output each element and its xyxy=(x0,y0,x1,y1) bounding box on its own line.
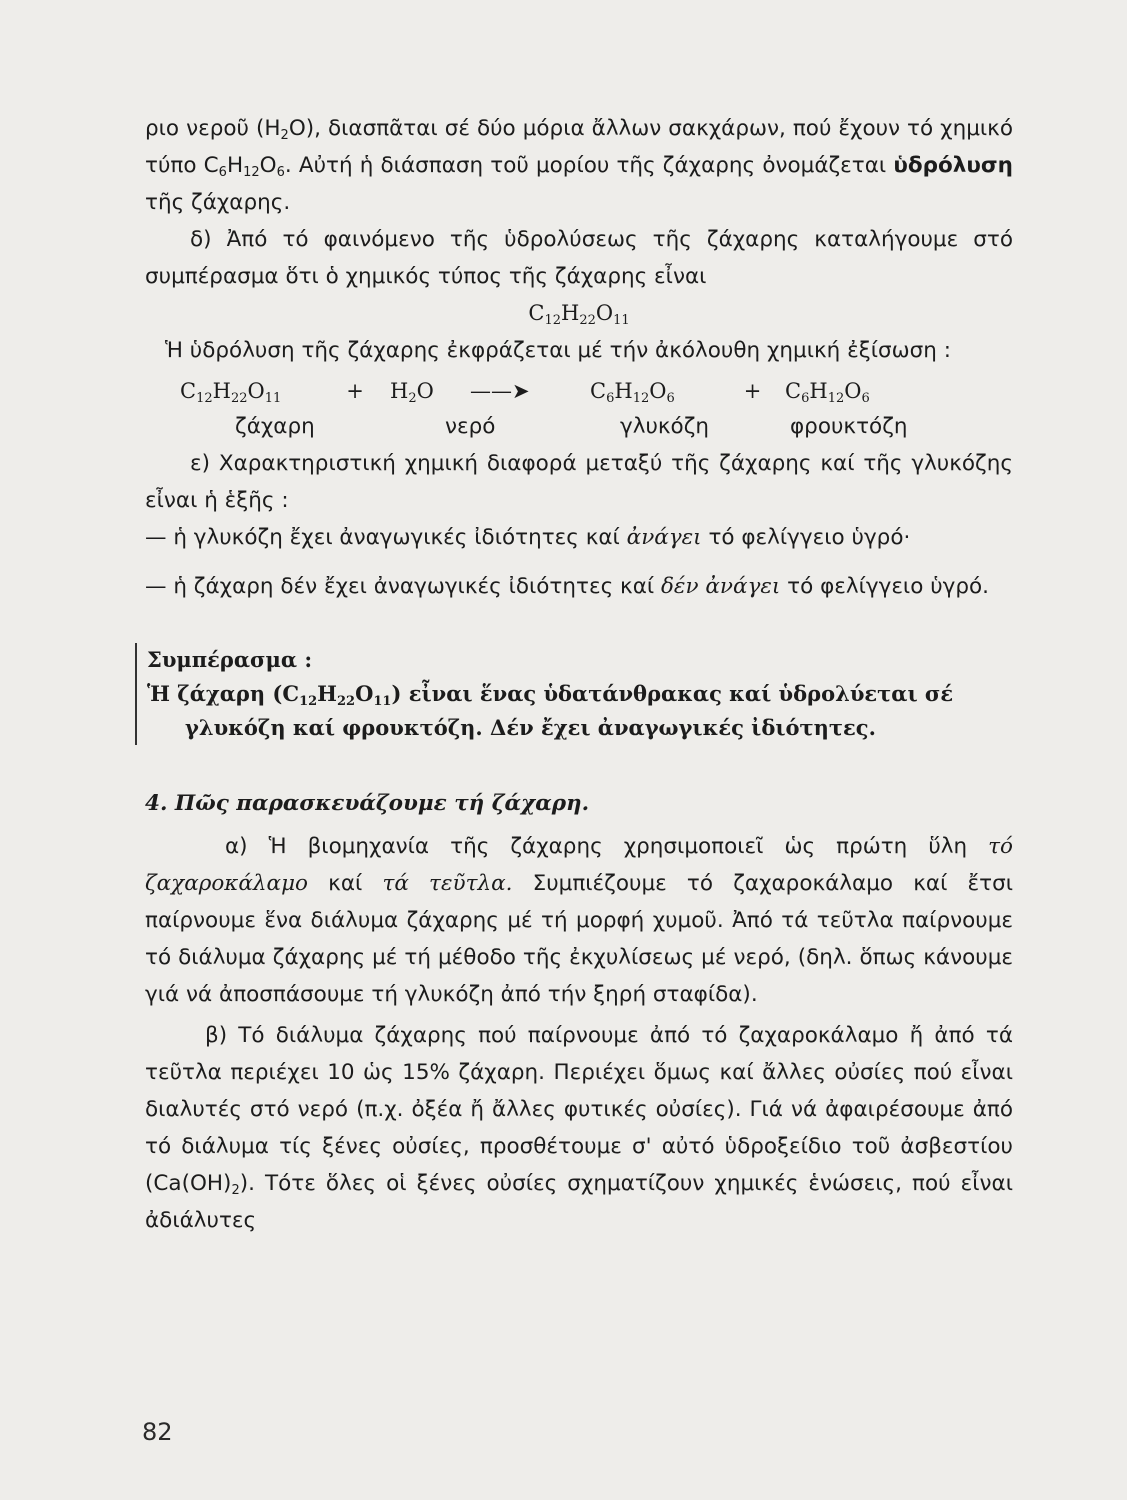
name-fructose: φρουκτόζη xyxy=(790,414,908,439)
paragraph-equation-intro: Ἡ ὑδρόλυση τῆς ζάχαρης ἐκφράζεται μέ τήν ἀκόλουθη χημική ἐξίσωση : xyxy=(165,338,951,363)
conclusion-box xyxy=(135,643,1013,745)
chemical-equation xyxy=(145,373,1013,409)
paragraph-d: δ) Ἀπό τό φαινόμενο τῆς ὑδρολύσεως τῆς ζάχαρης καταλήγουμε στό συμπέρασμα ὅτι ὁ χημικός τύπος τῆς ζάχαρης εἶναι xyxy=(145,227,1013,289)
page-number: 82 xyxy=(142,1418,173,1446)
list-item-sucrose: — ἡ ζάχαρη δέν ἔχει ἀναγωγικές ἰδιότητες καί δέν ἀνάγει τό φελίγγειο ὑγρό. xyxy=(145,574,989,599)
conclusion-title: Συμπέρασμα : xyxy=(147,647,313,672)
equation-plus: + xyxy=(346,379,364,403)
paragraph-4a: α) Ἡ βιομηχανία τῆς ζάχαρης χρησιμοποιεῖ ὡς πρώτη ὕλη τό ζαχαροκάλαμο καί τά τεῦτλα. Συμπιέζουμε τό ζαχαροκάλαμο καί ἔτσι παίρνουμε ἕνα διάλυμα ζάχαρης μέ τή μορφή χυμοῦ. Ἀπό τά τεῦτλα παίρνουμε τό διάλυμα ζάχαρης μέ τή μέθοδο τῆς ἐκχυλίσεως μέ νερό, (δηλ. ὅπως κάνουμε γιά νά ἀποσπάσουμε τή γλυκόζη ἀπό τήν ξηρή σταφίδα). xyxy=(145,834,1013,1007)
conclusion-text: Ἡ ζάχαρη $(C_{12}H_{22}O_{11})$ εἶναι ἕνας ὑδατάνθρακας καί ὑδρολύεται σέ γλυκόζη καί φρουκτόζη. Δέν ἔχει ἀναγωγικές ἰδιότητες. xyxy=(147,681,954,740)
sucrose-formula: $C_{12}H_{22}O_{11}$ xyxy=(528,301,630,328)
equation-arrow: ——➤ xyxy=(470,379,530,403)
page-content xyxy=(145,110,1013,1239)
equation-names xyxy=(145,409,1013,445)
equation-water: $H_2O$ xyxy=(390,379,434,406)
name-water: νερό xyxy=(445,414,496,439)
name-sucrose: ζάχαρη xyxy=(235,414,315,439)
equation-glucose: $C_6H_{12}O_6$ xyxy=(590,379,675,406)
paragraph-e: ε) Χαρακτηριστική χημική διαφορά μεταξύ τῆς ζάχαρης καί τῆς γλυκόζης εἶναι ἡ ἑξῆς : xyxy=(145,451,1013,513)
equation-sucrose: $C_{12}H_{22}O_{11}$ xyxy=(180,379,282,406)
name-glucose: γλυκόζη xyxy=(620,414,710,439)
list-item-glucose: — ἡ γλυκόζη ἔχει ἀναγωγικές ἰδιότητες καί ἀνάγει τό φελίγγειο ὑγρό· xyxy=(145,525,911,550)
equation-plus: + xyxy=(743,379,762,403)
section-4-title: 4. Πῶς παρασκευάζουμε τή ζάχαρη. xyxy=(145,791,590,816)
equation-fructose: $C_6H_{12}O_6$ xyxy=(785,379,870,406)
paragraph-hydrolysis: ριο νεροῦ $(H_2O)$, διασπᾶται σέ δύο μόρια ἄλλων σακχάρων, πού ἔχουν τό χημικό τύπο $C_6H_{12}O_6$. Αὐτή ἡ διάσπαση τοῦ μορίου τῆς ζάχαρης ὀνομάζεται ὑδρόλυση τῆς ζάχαρης. xyxy=(145,116,1013,215)
term-hydrolysis: ὑδρόλυση xyxy=(893,153,1013,178)
paragraph-4b: β) Τό διάλυμα ζάχαρης πού παίρνουμε ἀπό τό ζαχαροκάλαμο ἤ ἀπό τά τεῦτλα περιέχει 10 ὡς 15% ζάχαρη. Περιέχει ὅμως καί ἄλλες οὐσίες πού εἶναι διαλυτές στό νερό (π.χ. ὀξέα ἤ ἄλλες φυτικές οὐσίες). Γιά νά ἀφαιρέσουμε ἀπό τό διάλυμα τίς ξένες οὐσίες, προσθέτουμε σ' αὐτό ὑδροξείδιο τοῦ ἀσβεστίου $(Ca(OH)_2)$. Τότε ὅλες οἱ ξένες οὐσίες σχηματίζουν χημικές ἑνώσεις, πού εἶναι ἀδιάλυτες xyxy=(145,1023,1013,1233)
